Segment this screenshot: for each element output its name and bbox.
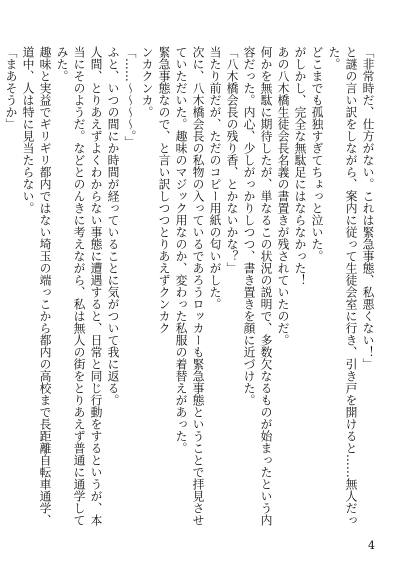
paragraph: と謎の言い訳をしながら、案内に従って生徒会室に行き、引き戸を開けると……無人だった。 [327, 46, 358, 526]
paragraph: ふと、いつの間にか時間が経っていることに気がついて我に返る。 [106, 46, 120, 406]
paragraph: どこまでも孤独すぎてちょっと泣いた。 [310, 46, 324, 262]
paragraph: 何かを無駄に期待したが、単なるこの状況の説明で、多数欠なるものが始まったという内容だった。内心、少しがっかりしつつ、書き置きを顔に近づけた。 [242, 46, 273, 526]
paragraph: あの八木橋生徒会長名義の書置きが残されていたのだ。 [276, 46, 290, 346]
paragraph: 「八木橋会長の残り香、とかないかな？」 [225, 46, 239, 274]
page-number: 4 [368, 539, 375, 552]
paragraph [0, 46, 2, 534]
paragraph: 「非常時だ、仕方がない。これは緊急事態、私悪くない！」 [361, 46, 375, 370]
paragraph: 「まあそうか」 [4, 46, 18, 130]
paragraph: 人間、とりあえずよくわからない事態に遭遇すると、日常と同じ行動をするというが、本当にそのようだ。などとのんきに考えながら、私は無人の街をとりあえず普通に通学してみた。 [55, 46, 103, 526]
paragraph: 緊急事態なので、と言い訳しつつとりあえずクンカク [157, 46, 171, 334]
paragraph: 「……〜〜〜〜。」 [123, 46, 137, 149]
vertical-text-block [0, 46, 376, 534]
paragraph: がしかし、完全な無駄足にはならなかった！ [293, 46, 307, 286]
paragraph: 当たり前だが、ただのコピー用紙の匂いがした。 [208, 46, 222, 310]
paragraph: ンカクンカ。 [140, 46, 154, 118]
paragraph: 次に、八木橋会長の私物の入っているであろうロッカーも緊急事態ということで拝見させていただいた。趣味のマジック用なのか、変わった私服の着替えがあった。 [174, 46, 205, 526]
paragraph: 趣味と実益でギリギリ都内ではない埼玉の端っこから都内の高校まで長距離自転車通学、道中、人は特に見当たらない。 [21, 46, 52, 526]
